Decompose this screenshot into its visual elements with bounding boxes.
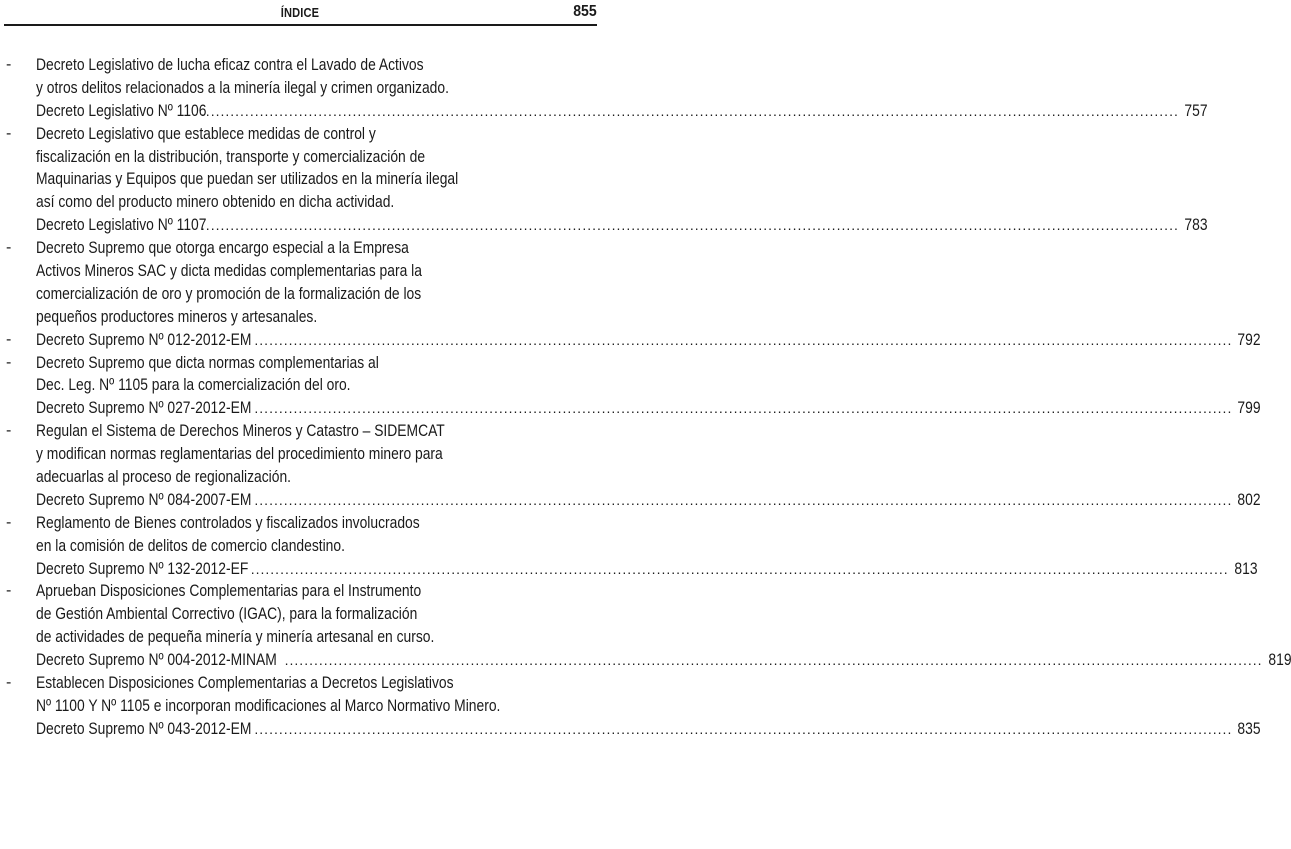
entry-page-number: 783 [1184,216,1208,235]
header-rule [4,24,597,26]
entry-body [36,123,1208,237]
entry-description-line: Nº 1100 Y Nº 1105 e incorporan modificaciones al Marco Normativo Minero. [36,696,501,715]
entry-body [36,672,1261,741]
entry-page-number: 813 [1234,559,1258,578]
entry-page-number: 757 [1184,101,1208,120]
dot-leader: ........................................................................................................................................................................................................ [284,652,1263,669]
index-entry [0,237,600,329]
entry-body [36,54,1208,123]
entry-page-number: 819 [1267,651,1291,670]
entry-description-line: Decreto Legislativo que establece medidas de control y [36,124,376,143]
entry-page-number: 835 [1237,719,1261,738]
entry-description-line: Decreto Supremo que otorga encargo especial a la Empresa [36,239,409,258]
entry-description-line: Activos Mineros SAC y dicta medidas complementarias para la [36,262,422,281]
entry-bullet: - [6,513,12,531]
entry-description-line: fiscalización en la distribución, transporte y comercialización de [36,147,426,166]
decree-reference: Decreto Supremo Nº 027-2012-EM [36,399,252,418]
entry-description-line: Establecen Disposiciones Complementarias a Decretos Legislativos [36,674,454,693]
entry-description-line: y modifican normas reglamentarias del procedimiento minero para [36,445,443,464]
entry-reference-line [36,718,1261,741]
index-entry [0,672,1261,741]
index-entry [0,512,1258,581]
entry-bullet: - [6,582,12,600]
dot-leader: ........................................................................................................................................................................................................ [200,102,1179,119]
entry-bullet: - [6,353,12,371]
index-entry [0,54,1208,123]
entry-description-line: Decreto Legislativo de lucha eficaz contra el Lavado de Activos [36,56,424,74]
decree-reference: Decreto Legislativo Nº 1106 [36,101,207,120]
entry-description-line: en la comisión de delitos de comercio clandestino. [36,536,345,555]
index-entry [0,580,1291,672]
index-entry [0,329,1261,352]
page-number: 855 [573,3,597,20]
entry-body [36,512,1258,581]
entry-bullet: - [6,422,12,440]
dot-leader: ........................................................................................................................................................................................................ [200,217,1179,234]
entry-reference-line [36,489,1261,512]
entry-reference-line [36,649,1291,672]
entry-page-number: 799 [1237,399,1261,418]
entry-description-line: adecuarlas al proceso de regionalización. [36,468,292,487]
entry-reference-line [36,214,1208,237]
entry-body [36,352,1261,421]
entry-reference-line [36,329,1261,352]
entry-bullet: - [6,330,12,348]
entry-description-line: Regulan el Sistema de Derechos Mineros y Catastro – SIDEMCAT [36,422,445,441]
dot-leader: ........................................................................................................................................................................................................ [254,720,1233,737]
entry-body [36,329,1261,352]
entry-description-line: comercialización de oro y promoción de la formalización de los [36,284,422,303]
entry-description-line: de actividades de pequeña minería y minería artesanal en curso. [36,628,435,647]
decree-reference: Decreto Supremo Nº 012-2012-EM [36,330,252,349]
dot-leader: ........................................................................................................................................................................................................ [254,400,1233,417]
entry-bullet: - [6,674,12,692]
entry-page-number: 802 [1237,490,1261,509]
index-entry [0,420,1261,512]
entry-description-line: Dec. Leg. Nº 1105 para la comercialización del oro. [36,376,351,395]
entry-bullet: - [6,56,12,73]
page-header [0,0,600,30]
decree-reference: Decreto Supremo Nº 084-2007-EM [36,490,252,509]
entry-description-line: así como del producto minero obtenido en dicha actividad. [36,193,395,212]
decree-reference: Decreto Supremo Nº 043-2012-EM [36,719,252,738]
index-entry [0,352,1261,421]
entry-body [36,237,597,329]
entry-bullet: - [6,124,12,142]
dot-leader: ........................................................................................................................................................................................................ [254,331,1233,348]
index-entries-list [0,54,1291,741]
entry-description-line: y otros delitos relacionados a la minería ilegal y crimen organizado. [36,78,449,97]
entry-description-line: Reglamento de Bienes controlados y fiscalizados involucrados [36,513,420,532]
entry-page-number: 792 [1237,330,1261,349]
dot-leader: ........................................................................................................................................................................................................ [254,491,1233,508]
decree-reference: Decreto Legislativo Nº 1107 [36,216,207,235]
entry-description-line: pequeños productores mineros y artesanales. [36,307,318,326]
entry-reference-line [36,558,1258,581]
entry-description-line: Aprueban Disposiciones Complementarias para el Instrumento [36,582,422,601]
entry-description-line: Maquinarias y Equipos que puedan ser utilizados en la minería ilegal [36,170,459,189]
dot-leader: ........................................................................................................................................................................................................ [250,560,1229,577]
decree-reference: Decreto Supremo Nº 004-2012-MINAM [36,651,277,670]
entry-body [36,420,1261,512]
decree-reference: Decreto Supremo Nº 132-2012-EF [36,559,249,578]
entry-bullet: - [6,239,12,257]
entry-reference-line [36,397,1261,420]
entry-body [36,580,1291,672]
running-title: ÍNDICE [280,5,320,20]
entry-reference-line [36,100,1208,123]
entry-description-line: de Gestión Ambiental Correctivo (IGAC), para la formalización [36,605,418,624]
entry-description-line: Decreto Supremo que dicta normas complementarias al [36,353,379,372]
index-entry [0,123,1208,237]
